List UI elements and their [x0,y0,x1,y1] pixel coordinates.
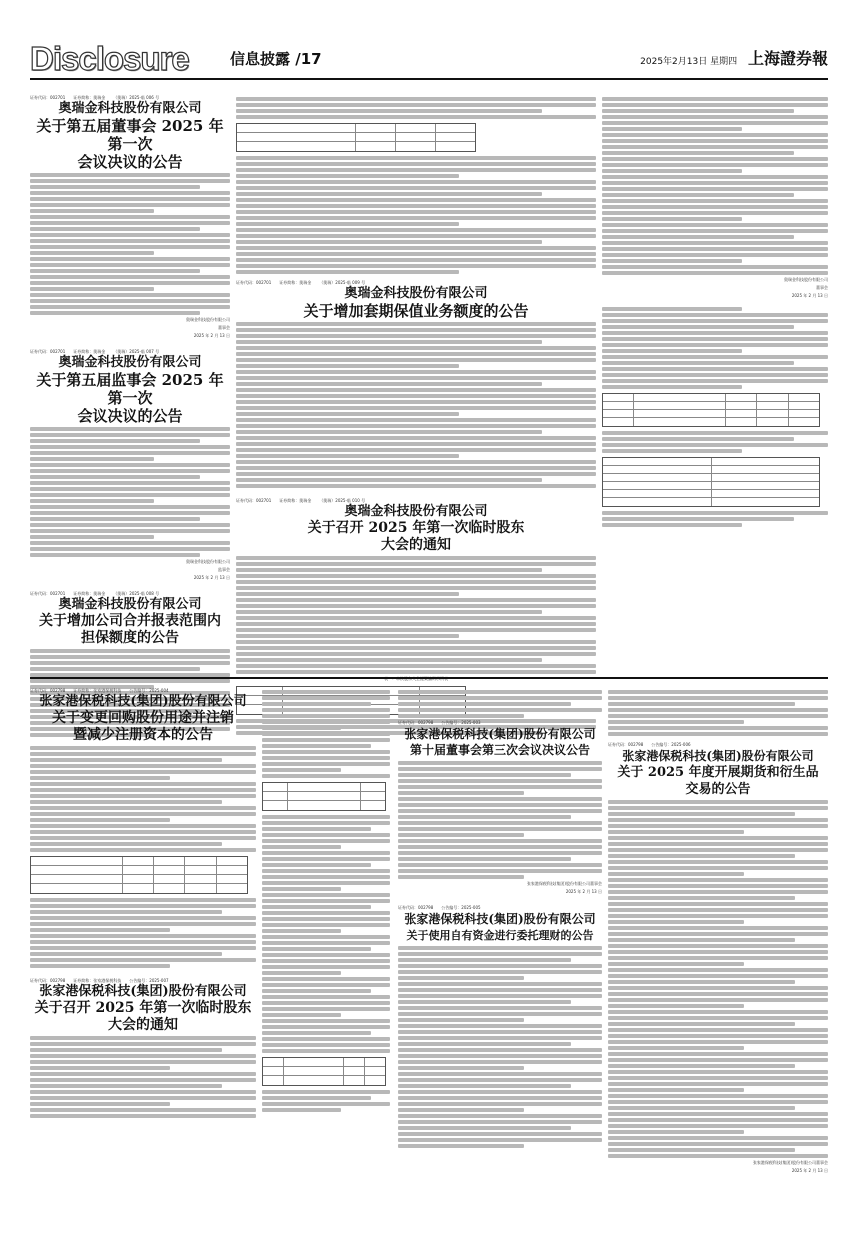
company-name: 奥瑞金科技股份有限公司 [58,597,202,612]
section-title: 信息披露 /17 [230,50,322,68]
top-rule [30,78,828,80]
announcement-supervisor-resolution [30,349,230,581]
announcement-hedging [236,280,596,488]
announcement-title-line2: 会议决议的公告 [77,407,183,425]
announcement-title-line2: 担保额度的公告 [81,630,179,646]
body-text [608,800,828,1158]
announcement-header: 证券代码：002798 公告编号：2025-006 [608,742,691,747]
announcement-title: 关于增加套期保值业务额度的公告 [303,302,529,320]
body-text [30,898,256,968]
signature-date: 2025 年 2 月 13 日 [791,293,828,298]
newspaper-logo: 上海證券報 [747,49,828,68]
company-name: 张家港保税科技(集团)股份有限公司 [39,984,247,999]
body-text [30,1036,256,1118]
registration-table [602,457,820,507]
proxy-table [262,1057,386,1086]
company-name: 张家港保税科技(集团)股份有限公司 [404,912,596,926]
signature-board: 董事会 [816,285,828,290]
signature: 张家港保税科技(集团)股份有限公司董事会 [526,881,602,886]
company-name: 张家港保税科技(集团)股份有限公司 [622,749,814,763]
proposal-table [262,782,386,811]
announcement-board-resolution-2 [398,720,602,895]
announcement-title: 关于 2025 年度开展期货和衍生品 [617,765,819,780]
announcement-title: 关于使用自有资金进行委托理财的公告 [406,929,594,942]
body-text [236,556,596,674]
announcement-title-line2: 大会的通知 [108,1017,178,1033]
body-text [602,511,828,527]
signature-board: 董事会 [218,325,230,330]
body-text [398,761,602,879]
proxy-voting-table [602,393,820,427]
signature-board: 监事会 [218,567,230,572]
body-text-continued [236,97,596,119]
body-text [30,746,256,852]
body-text [30,173,230,315]
announcement-title-line2: 会议决议的公告 [77,153,183,171]
signature-date: 2025 年 2 月 13 日 [193,575,230,580]
column-top-right [602,95,828,670]
body-text [236,322,596,488]
announcement-title: 关于召开 2025 年第一次临时股东 [34,1000,252,1016]
body-text-continued [262,688,390,1158]
announcement-title: 关于第五届董事会 2025 年第一次 [36,117,224,153]
section-brand: Disclosure [30,40,189,77]
announcement-wealth-management [398,905,602,1148]
body-text [398,946,602,1148]
announcement-header: 证券代码：002701 证券简称：奥瑞金 （奥瑞）2025-临 010 号 [236,498,366,503]
announcement-header: 证券代码：002701 证券简称：奥瑞金 （奥瑞）2025-临 007 号 [30,349,160,354]
announcement-header: 证券代码：002701 证券简称：奥瑞金 （奥瑞）2025-临 008 号 [30,591,160,596]
signature: 奥瑞金科技股份有限公司 [186,317,230,322]
announcement-derivatives [608,742,828,1174]
announcement-title-line2: 交易的公告 [685,782,751,797]
column-bottom-left [30,688,256,1233]
announcement-header: 证券代码：002701 证券简称：奥瑞金 （奥瑞）2025-临 009 号 [236,280,366,285]
announcement-board-resolution [30,95,230,339]
announcement-header: 证券代码：002798 证券简称：张家港保税科技 公告编号：2025-004 [30,688,169,693]
company-name: 奥瑞金科技股份有限公司 [58,355,202,370]
announcement-title-line2: 大会的通知 [381,537,451,553]
body-text [30,427,230,557]
signature-date: 2025 年 2 月 13 日 [791,1168,828,1173]
middle-rule [30,677,828,679]
announcement-header: 证券代码：002701 证券简称：奥瑞金 （奥瑞）2025-临 006 号 [30,95,160,100]
announcement-title-line2: 暨减少注册资本的公告 [73,727,213,743]
masthead-right [640,50,828,71]
column-top-middle [236,95,596,670]
body-text [602,431,828,453]
share-structure-table [30,856,248,894]
announcement-header: 证券代码：002798 公告编号：2025-005 [398,905,481,910]
announcement-header: 证券代码：002798 证券简称：张家港保税科技 公告编号：2025-007 [30,978,169,983]
body-text [236,156,596,274]
company-name: 奥瑞金科技股份有限公司 [58,101,202,116]
announcement-title: 第十届董事会第三次会议决议公告 [409,743,590,757]
issue-date: 2025年2月13日 星期四 [640,57,738,67]
column-bottom-right [608,688,828,1233]
column-bottom-middle [262,688,602,1233]
masthead [30,42,828,76]
signature: 张家港保税科技(集团)股份有限公司董事会 [752,1160,828,1165]
signature-date: 2025 年 2 月 13 日 [193,333,230,338]
announcement-title: 关于召开 2025 年第一次临时股东 [307,520,525,536]
announcement-buyback-cancel [30,688,256,968]
announcement-header: 证券代码：002798 公告编号：2025-003 [398,720,481,725]
company-name: 张家港保税科技(集团)股份有限公司 [404,727,596,741]
body-text [602,97,828,275]
announcement-title: 关于第五届监事会 2025 年第一次 [36,371,224,407]
company-name: 奥瑞金科技股份有限公司 [344,504,488,519]
body-text [398,690,602,718]
announcement-shareholder-meeting-2 [30,978,256,1118]
announcement-title: 关于增加公司合并报表范围内 [39,613,221,629]
company-name: 奥瑞金科技股份有限公司 [344,286,488,301]
company-name: 张家港保税科技(集团)股份有限公司 [39,694,247,709]
guarantee-table [236,123,476,152]
signature: 奥瑞金科技股份有限公司 [784,277,828,282]
announcement-title: 关于变更回购股份用途并注销 [52,710,234,726]
body-text-continued [608,690,828,736]
proxy-form [602,307,828,389]
column-top-left [30,95,230,655]
signature-date: 2025 年 2 月 13 日 [565,889,602,894]
signature: 奥瑞金科技股份有限公司 [186,559,230,564]
